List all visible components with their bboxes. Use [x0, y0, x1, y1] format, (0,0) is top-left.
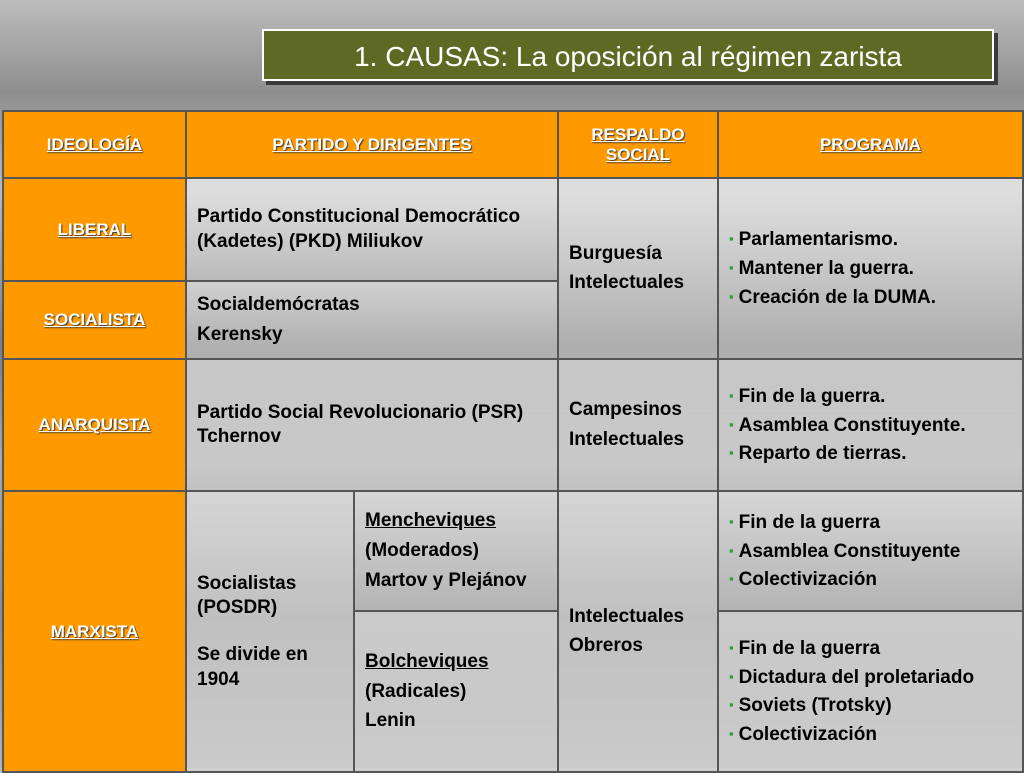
- support-anarquista: Campesinos Intelectuales: [558, 359, 718, 491]
- program-anarquista: [718, 359, 1023, 491]
- bullet-icon: ▪: [729, 231, 734, 247]
- bullet-icon: ▪: [729, 542, 734, 558]
- bullet-icon: ▪: [729, 513, 734, 529]
- program-item: ▪ Parlamentarismo.: [729, 229, 899, 251]
- program-item: ▪ Mantener la guerra.: [729, 257, 914, 279]
- bullet-icon: ▪: [729, 416, 734, 432]
- program-item: ▪ Colectivización: [729, 569, 877, 591]
- header-row: [3, 111, 1023, 178]
- program-item: ▪ Asamblea Constituyente: [729, 540, 961, 562]
- program-mencheviques: [718, 491, 1023, 611]
- ideology-liberal: LIBERAL: [3, 178, 186, 281]
- bullet-icon: ▪: [729, 571, 734, 587]
- program-item: ▪ Soviets (Trotsky): [729, 695, 892, 717]
- program-item: ▪ Fin de la guerra: [729, 511, 881, 533]
- bullet-icon: ▪: [729, 668, 734, 684]
- support-item: Intelectuales: [569, 272, 685, 294]
- bullet-icon: ▪: [729, 697, 734, 713]
- header-partido: PARTIDO Y DIRIGENTES: [186, 111, 558, 178]
- bullet-icon: ▪: [729, 445, 734, 461]
- bullet-icon: ▪: [729, 259, 734, 275]
- program-bolcheviques: [718, 611, 1023, 772]
- party-marxista: Socialistas (POSDR) Se divide en 1904: [186, 491, 354, 772]
- bullet-icon: ▪: [729, 726, 734, 742]
- party-liberal: Partido Constitucional Democrático (Kadetes) (PKD) Miliukov: [186, 178, 558, 281]
- program-liberal-socialista: [718, 178, 1023, 359]
- header-programa: PROGRAMA: [718, 111, 1023, 178]
- party-anarquista: Partido Social Revolucionario (PSR) Tchernov: [186, 359, 558, 491]
- program-item: ▪ Fin de la guerra.: [729, 385, 886, 407]
- bullet-icon: ▪: [729, 387, 734, 403]
- support-item: Burguesía: [569, 242, 662, 264]
- faction-bolcheviques: Bolcheviques (Radicales) Lenin: [354, 611, 558, 772]
- program-item: ▪ Reparto de tierras.: [729, 443, 907, 465]
- faction-mencheviques: Mencheviques (Moderados) Martov y Plejánov: [354, 491, 558, 611]
- bullet-icon: ▪: [729, 288, 734, 304]
- program-item: ▪ Asamblea Constituyente.: [729, 414, 966, 436]
- program-item: ▪ Creación de la DUMA.: [729, 286, 937, 308]
- program-item: ▪ Dictadura del proletariado: [729, 666, 975, 688]
- opposition-table: [2, 110, 1024, 773]
- support-liberal-socialista: [558, 178, 718, 359]
- row-liberal: [3, 178, 1023, 281]
- header-respaldo: RESPALDO SOCIAL: [558, 111, 718, 178]
- row-anarquista: [3, 359, 1023, 491]
- slide-title: 1. CAUSAS: La oposición al régimen zarista: [262, 29, 994, 81]
- ideology-anarquista: ANARQUISTA: [3, 359, 186, 491]
- bullet-icon: ▪: [729, 639, 734, 655]
- program-item: ▪ Colectivización: [729, 724, 877, 746]
- header-ideologia: IDEOLOGÍA: [3, 111, 186, 178]
- support-marxista: Intelectuales Obreros: [558, 491, 718, 772]
- ideology-socialista: SOCIALISTA: [3, 281, 186, 359]
- party-socialista: Socialdemócratas Kerensky: [186, 281, 558, 359]
- program-item: ▪ Fin de la guerra: [729, 637, 881, 659]
- ideology-marxista: MARXISTA: [3, 491, 186, 772]
- row-marxista-mencheviques: [3, 491, 1023, 611]
